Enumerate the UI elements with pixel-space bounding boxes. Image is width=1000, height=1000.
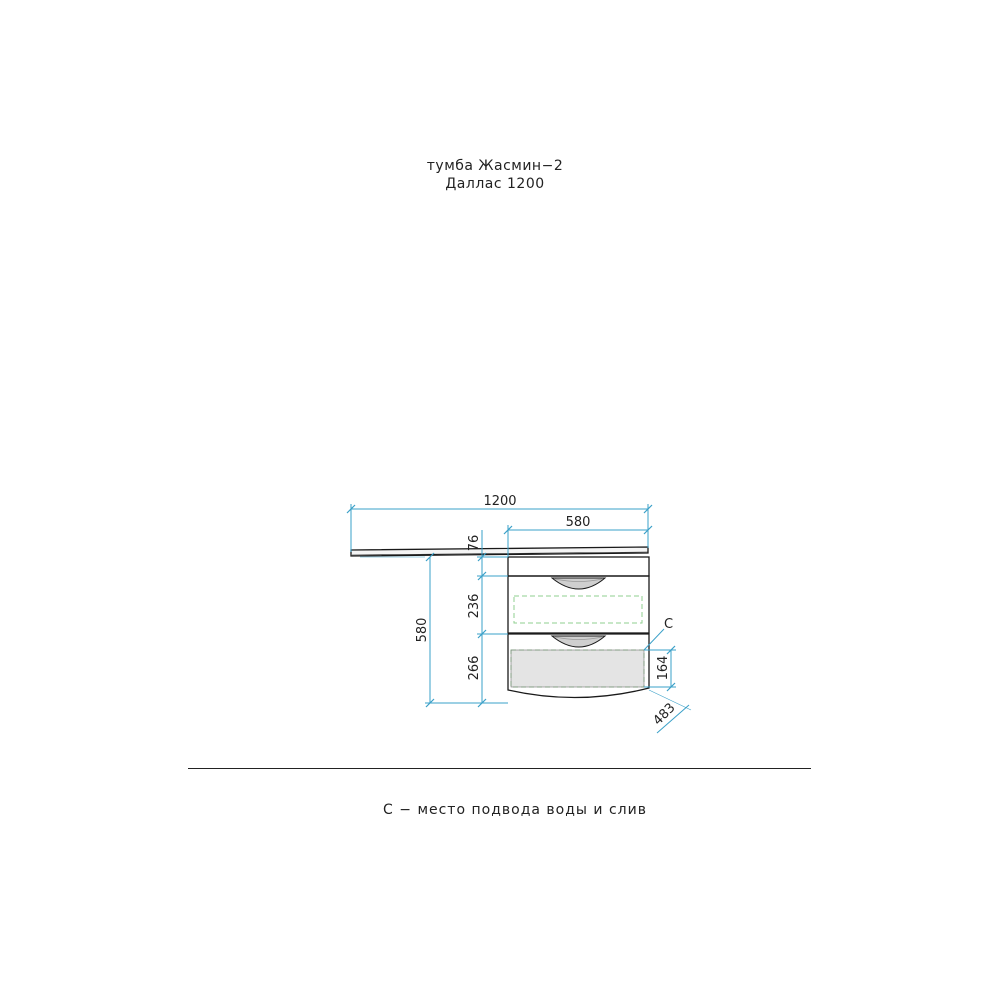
label-total-width: 1200: [483, 494, 517, 509]
countertop: [351, 547, 648, 556]
plumbing-leader-line: [644, 629, 664, 650]
drawing-title-line1: тумба Жасмин−2: [426, 158, 564, 174]
drawing-title-line2: Даллас 1200: [445, 176, 545, 192]
label-plumbing-marker: C: [664, 617, 674, 632]
drawer-handle-top: [552, 578, 605, 589]
label-drawer1-height: 236: [467, 593, 482, 619]
label-top-thickness: 76: [467, 534, 482, 552]
label-cabinet-width: 580: [565, 515, 591, 530]
label-drawer2-height: 266: [467, 655, 482, 681]
label-height: 580: [415, 617, 430, 643]
label-plumbing-height: 164: [656, 655, 671, 681]
legend-note: С − место подвода воды и слив: [383, 802, 647, 818]
drawer-handle-bottom: [552, 636, 605, 647]
label-depth: 483: [650, 700, 679, 729]
separator-line: [188, 768, 811, 769]
plumbing-zone: [511, 650, 644, 687]
drawer-inner-outline: [514, 596, 642, 623]
